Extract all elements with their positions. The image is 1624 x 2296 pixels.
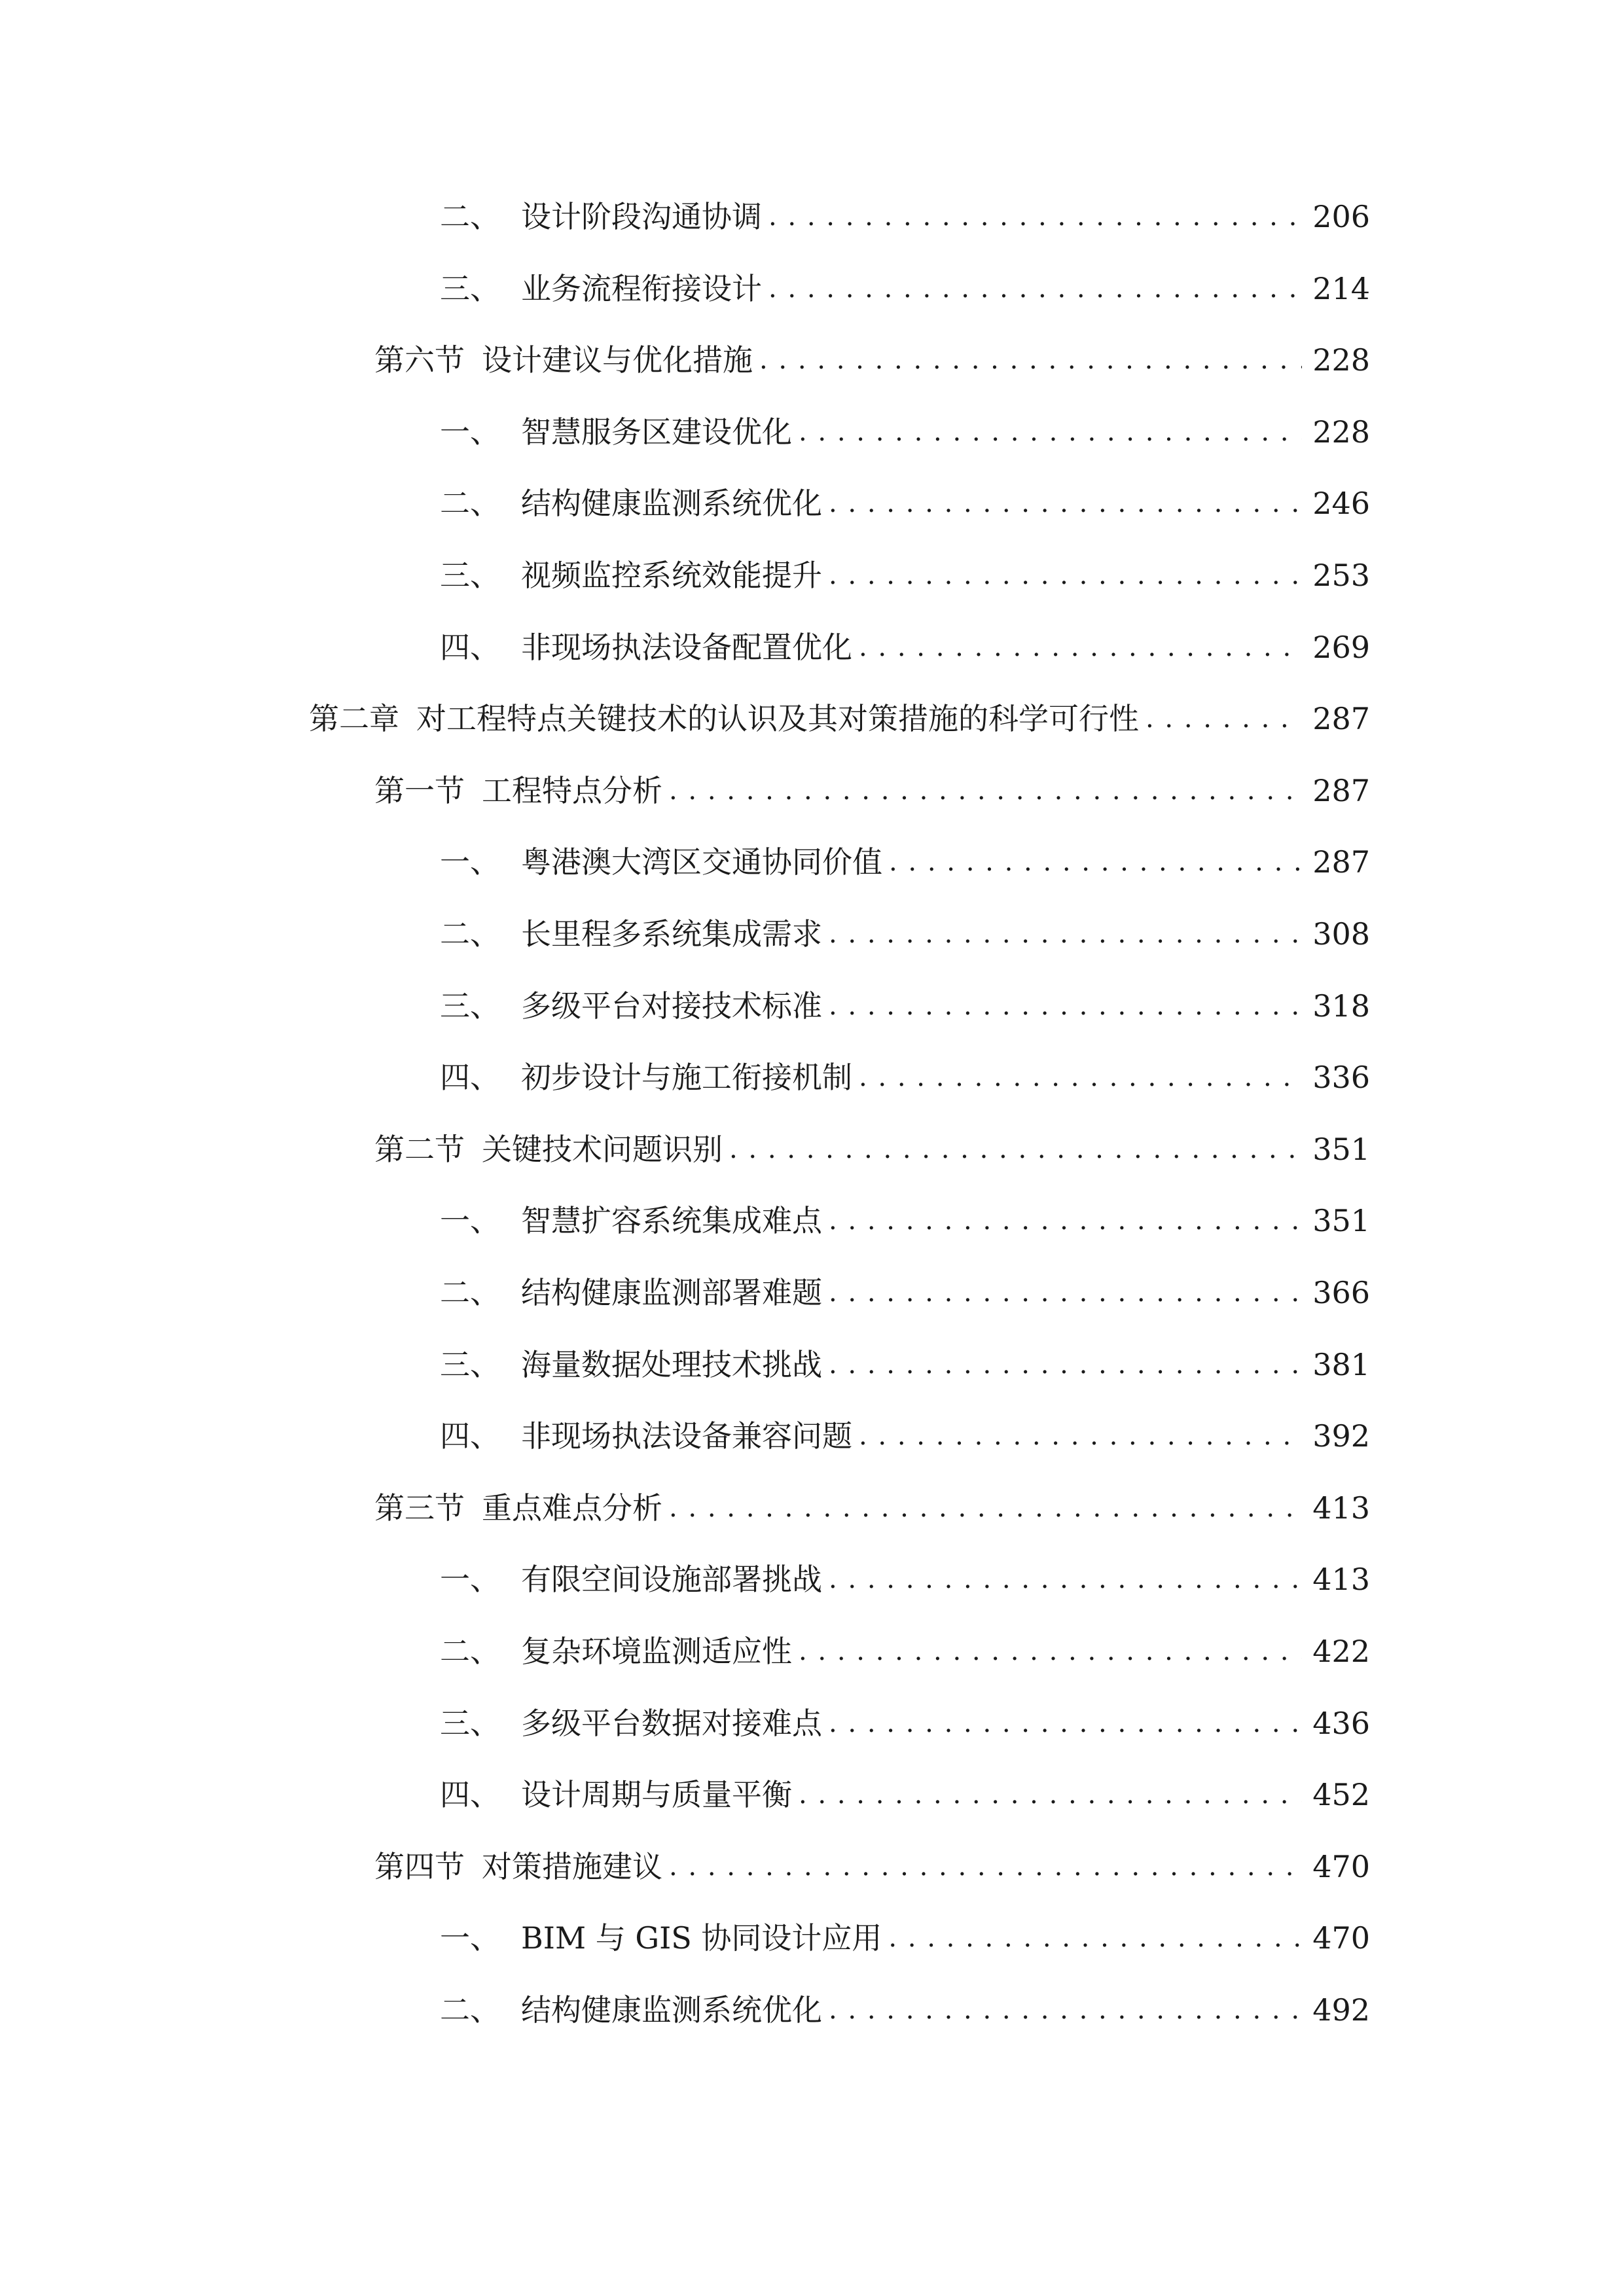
toc-entry[interactable] — [440, 1628, 1370, 1674]
toc-entry-title: 多级平台对接技术标准 — [521, 988, 822, 1024]
toc-entry-number: 第二节 — [374, 1132, 465, 1167]
toc-dot-leader — [859, 1413, 1302, 1459]
toc-entry[interactable] — [440, 1413, 1370, 1459]
toc-dot-leader — [799, 409, 1302, 455]
toc-entry-number: 第三节 — [374, 1490, 465, 1526]
toc-entry-title: 设计阶段沟通协调 — [521, 199, 762, 234]
toc-entry-page-number: 381 — [1312, 1347, 1370, 1382]
toc-dot-leader — [829, 1270, 1302, 1316]
toc-entry[interactable] — [440, 552, 1370, 598]
toc-dot-leader — [729, 1126, 1302, 1172]
toc-dot-leader — [829, 1987, 1302, 2033]
toc-dot-leader — [829, 1198, 1302, 1244]
toc-entry-page-number: 228 — [1312, 342, 1370, 378]
toc-entry-page-number: 228 — [1312, 414, 1370, 450]
toc-entry-number: 第一节 — [374, 773, 465, 808]
toc-entry-page-number: 470 — [1312, 1849, 1370, 1884]
toc-entry-page-number: 392 — [1312, 1418, 1370, 1454]
toc-entry-number: 一、 — [440, 414, 500, 450]
toc-entry-page-number: 436 — [1312, 1706, 1370, 1741]
toc-entry-title: 非现场执法设备配置优化 — [521, 630, 852, 665]
toc-entry[interactable] — [440, 1987, 1370, 2033]
toc-entry-title: 海量数据处理技术挑战 — [521, 1347, 822, 1382]
toc-entry-page-number: 308 — [1312, 916, 1370, 952]
toc-entry-title: 重点难点分析 — [482, 1490, 662, 1526]
toc-entry-page-number: 287 — [1312, 844, 1370, 880]
toc-entry-page-number: 422 — [1312, 1634, 1370, 1669]
toc-dot-leader — [669, 1485, 1302, 1531]
toc-entry[interactable] — [440, 1270, 1370, 1316]
toc-dot-leader — [829, 911, 1302, 957]
toc-entry-number: 三、 — [440, 1347, 500, 1382]
toc-entry-page-number: 318 — [1312, 988, 1370, 1024]
toc-dot-leader — [829, 983, 1302, 1029]
toc-entry-title: 对策措施建议 — [482, 1849, 662, 1884]
toc-entry-page-number: 492 — [1312, 1992, 1370, 2028]
toc-entry[interactable] — [440, 1700, 1370, 1746]
toc-entry-number: 二、 — [440, 199, 500, 234]
toc-dot-leader — [888, 1915, 1302, 1961]
toc-dot-leader — [768, 266, 1302, 312]
toc-entry-number: 四、 — [440, 1060, 500, 1095]
toc-entry-number: 三、 — [440, 988, 500, 1024]
toc-entry-title: 业务流程衔接设计 — [521, 271, 762, 306]
toc-dot-leader — [669, 768, 1302, 814]
toc-entry-page-number: 413 — [1312, 1562, 1370, 1597]
toc-dot-leader — [768, 194, 1302, 240]
toc-entry-page-number: 470 — [1312, 1920, 1370, 1956]
toc-entry-title: 多级平台数据对接难点 — [521, 1706, 822, 1741]
toc-entry[interactable] — [440, 266, 1370, 312]
toc-entry[interactable] — [440, 480, 1370, 526]
toc-entry-number: 二、 — [440, 1275, 500, 1310]
toc-entry-number: 一、 — [440, 1562, 500, 1597]
toc-entry-number: 三、 — [440, 271, 500, 306]
toc-dot-leader — [799, 1772, 1302, 1818]
toc-entry-page-number: 413 — [1312, 1490, 1370, 1526]
toc-entry-page-number: 452 — [1312, 1777, 1370, 1812]
toc-entry-title: 智慧服务区建设优化 — [521, 414, 792, 450]
toc-entry-number: 第二章 — [309, 701, 399, 736]
toc-entry-page-number: 206 — [1312, 199, 1370, 234]
toc-dot-leader — [829, 480, 1302, 526]
toc-dot-leader — [1146, 696, 1302, 742]
toc-entry-page-number: 336 — [1312, 1060, 1370, 1095]
toc-entry-title: 结构健康监测系统优化 — [521, 1992, 822, 2028]
toc-entry[interactable] — [440, 409, 1370, 455]
toc-dot-leader — [829, 1342, 1302, 1388]
toc-entry-title: 对工程特点关键技术的认识及其对策措施的科学可行性 — [416, 701, 1139, 736]
toc-entry[interactable] — [374, 1126, 1370, 1172]
toc-entry[interactable] — [440, 194, 1370, 240]
toc-entry-number: 一、 — [440, 1920, 500, 1956]
toc-entry-title: 结构健康监测部署难题 — [521, 1275, 822, 1310]
toc-entry[interactable] — [374, 1485, 1370, 1531]
toc-entry[interactable] — [440, 911, 1370, 957]
toc-dot-leader — [829, 1700, 1302, 1746]
toc-entry[interactable] — [440, 839, 1370, 885]
toc-entry-number: 第六节 — [374, 342, 465, 378]
toc-entry-title: 结构健康监测系统优化 — [521, 486, 822, 521]
toc-entry-title: 智慧扩容系统集成难点 — [521, 1203, 822, 1238]
toc-dot-leader — [889, 839, 1302, 885]
toc-entry[interactable] — [440, 1772, 1370, 1818]
toc-dot-leader — [669, 1844, 1302, 1890]
toc-entry[interactable] — [309, 696, 1370, 742]
toc-entry-page-number: 287 — [1312, 773, 1370, 808]
toc-entry-title: BIM 与 GIS 协同设计应用 — [521, 1920, 882, 1956]
toc-entry-number: 二、 — [440, 916, 500, 952]
toc-entry-number: 三、 — [440, 558, 500, 593]
toc-entry-title: 关键技术问题识别 — [482, 1132, 723, 1167]
toc-entry-title: 有限空间设施部署挑战 — [521, 1562, 822, 1597]
toc-dot-leader — [859, 1054, 1302, 1100]
toc-entry[interactable] — [440, 983, 1370, 1029]
toc-dot-leader — [859, 624, 1302, 670]
toc-entry-number: 四、 — [440, 1777, 500, 1812]
toc-entry-page-number: 214 — [1312, 271, 1370, 306]
toc-entry-title: 工程特点分析 — [482, 773, 662, 808]
toc-dot-leader — [759, 337, 1302, 383]
toc-entry-number: 三、 — [440, 1706, 500, 1741]
toc-entry-title: 非现场执法设备兼容问题 — [521, 1418, 852, 1454]
toc-entry-page-number: 246 — [1312, 486, 1370, 521]
toc-entry[interactable] — [440, 1198, 1370, 1244]
toc-dot-leader — [829, 552, 1302, 598]
toc-entry-page-number: 287 — [1312, 701, 1370, 736]
toc-entry[interactable] — [440, 624, 1370, 670]
toc-entry-number: 一、 — [440, 844, 500, 880]
toc-entry[interactable] — [374, 337, 1370, 383]
toc-entry[interactable] — [440, 1054, 1370, 1100]
toc-entry-title: 设计建议与优化措施 — [482, 342, 753, 378]
toc-entry[interactable] — [440, 1342, 1370, 1388]
toc-entry-number: 第四节 — [374, 1849, 465, 1884]
toc-entry-number: 四、 — [440, 630, 500, 665]
toc-entry[interactable] — [374, 768, 1370, 814]
toc-entry-title: 复杂环境监测适应性 — [521, 1634, 792, 1669]
toc-entry-title: 初步设计与施工衔接机制 — [521, 1060, 852, 1095]
toc-entry-number: 二、 — [440, 1634, 500, 1669]
toc-entry[interactable] — [440, 1915, 1370, 1961]
toc-entry-title: 粤港澳大湾区交通协同价值 — [521, 844, 882, 880]
toc-entry-title: 设计周期与质量平衡 — [521, 1777, 792, 1812]
toc-dot-leader — [829, 1556, 1302, 1602]
toc-entry-page-number: 351 — [1312, 1132, 1370, 1167]
toc-entry-number: 二、 — [440, 1992, 500, 2028]
toc-entry-page-number: 351 — [1312, 1203, 1370, 1238]
toc-entry-page-number: 269 — [1312, 630, 1370, 665]
toc-entry-title: 视频监控系统效能提升 — [521, 558, 822, 593]
toc-entry-number: 二、 — [440, 486, 500, 521]
toc-entry-title: 长里程多系统集成需求 — [521, 916, 822, 952]
toc-dot-leader — [799, 1628, 1302, 1674]
toc-entry-page-number: 366 — [1312, 1275, 1370, 1310]
toc-entry-page-number: 253 — [1312, 558, 1370, 593]
toc-entry-number: 一、 — [440, 1203, 500, 1238]
toc-entry[interactable] — [374, 1844, 1370, 1890]
toc-entry-number: 四、 — [440, 1418, 500, 1454]
toc-entry[interactable] — [440, 1556, 1370, 1602]
